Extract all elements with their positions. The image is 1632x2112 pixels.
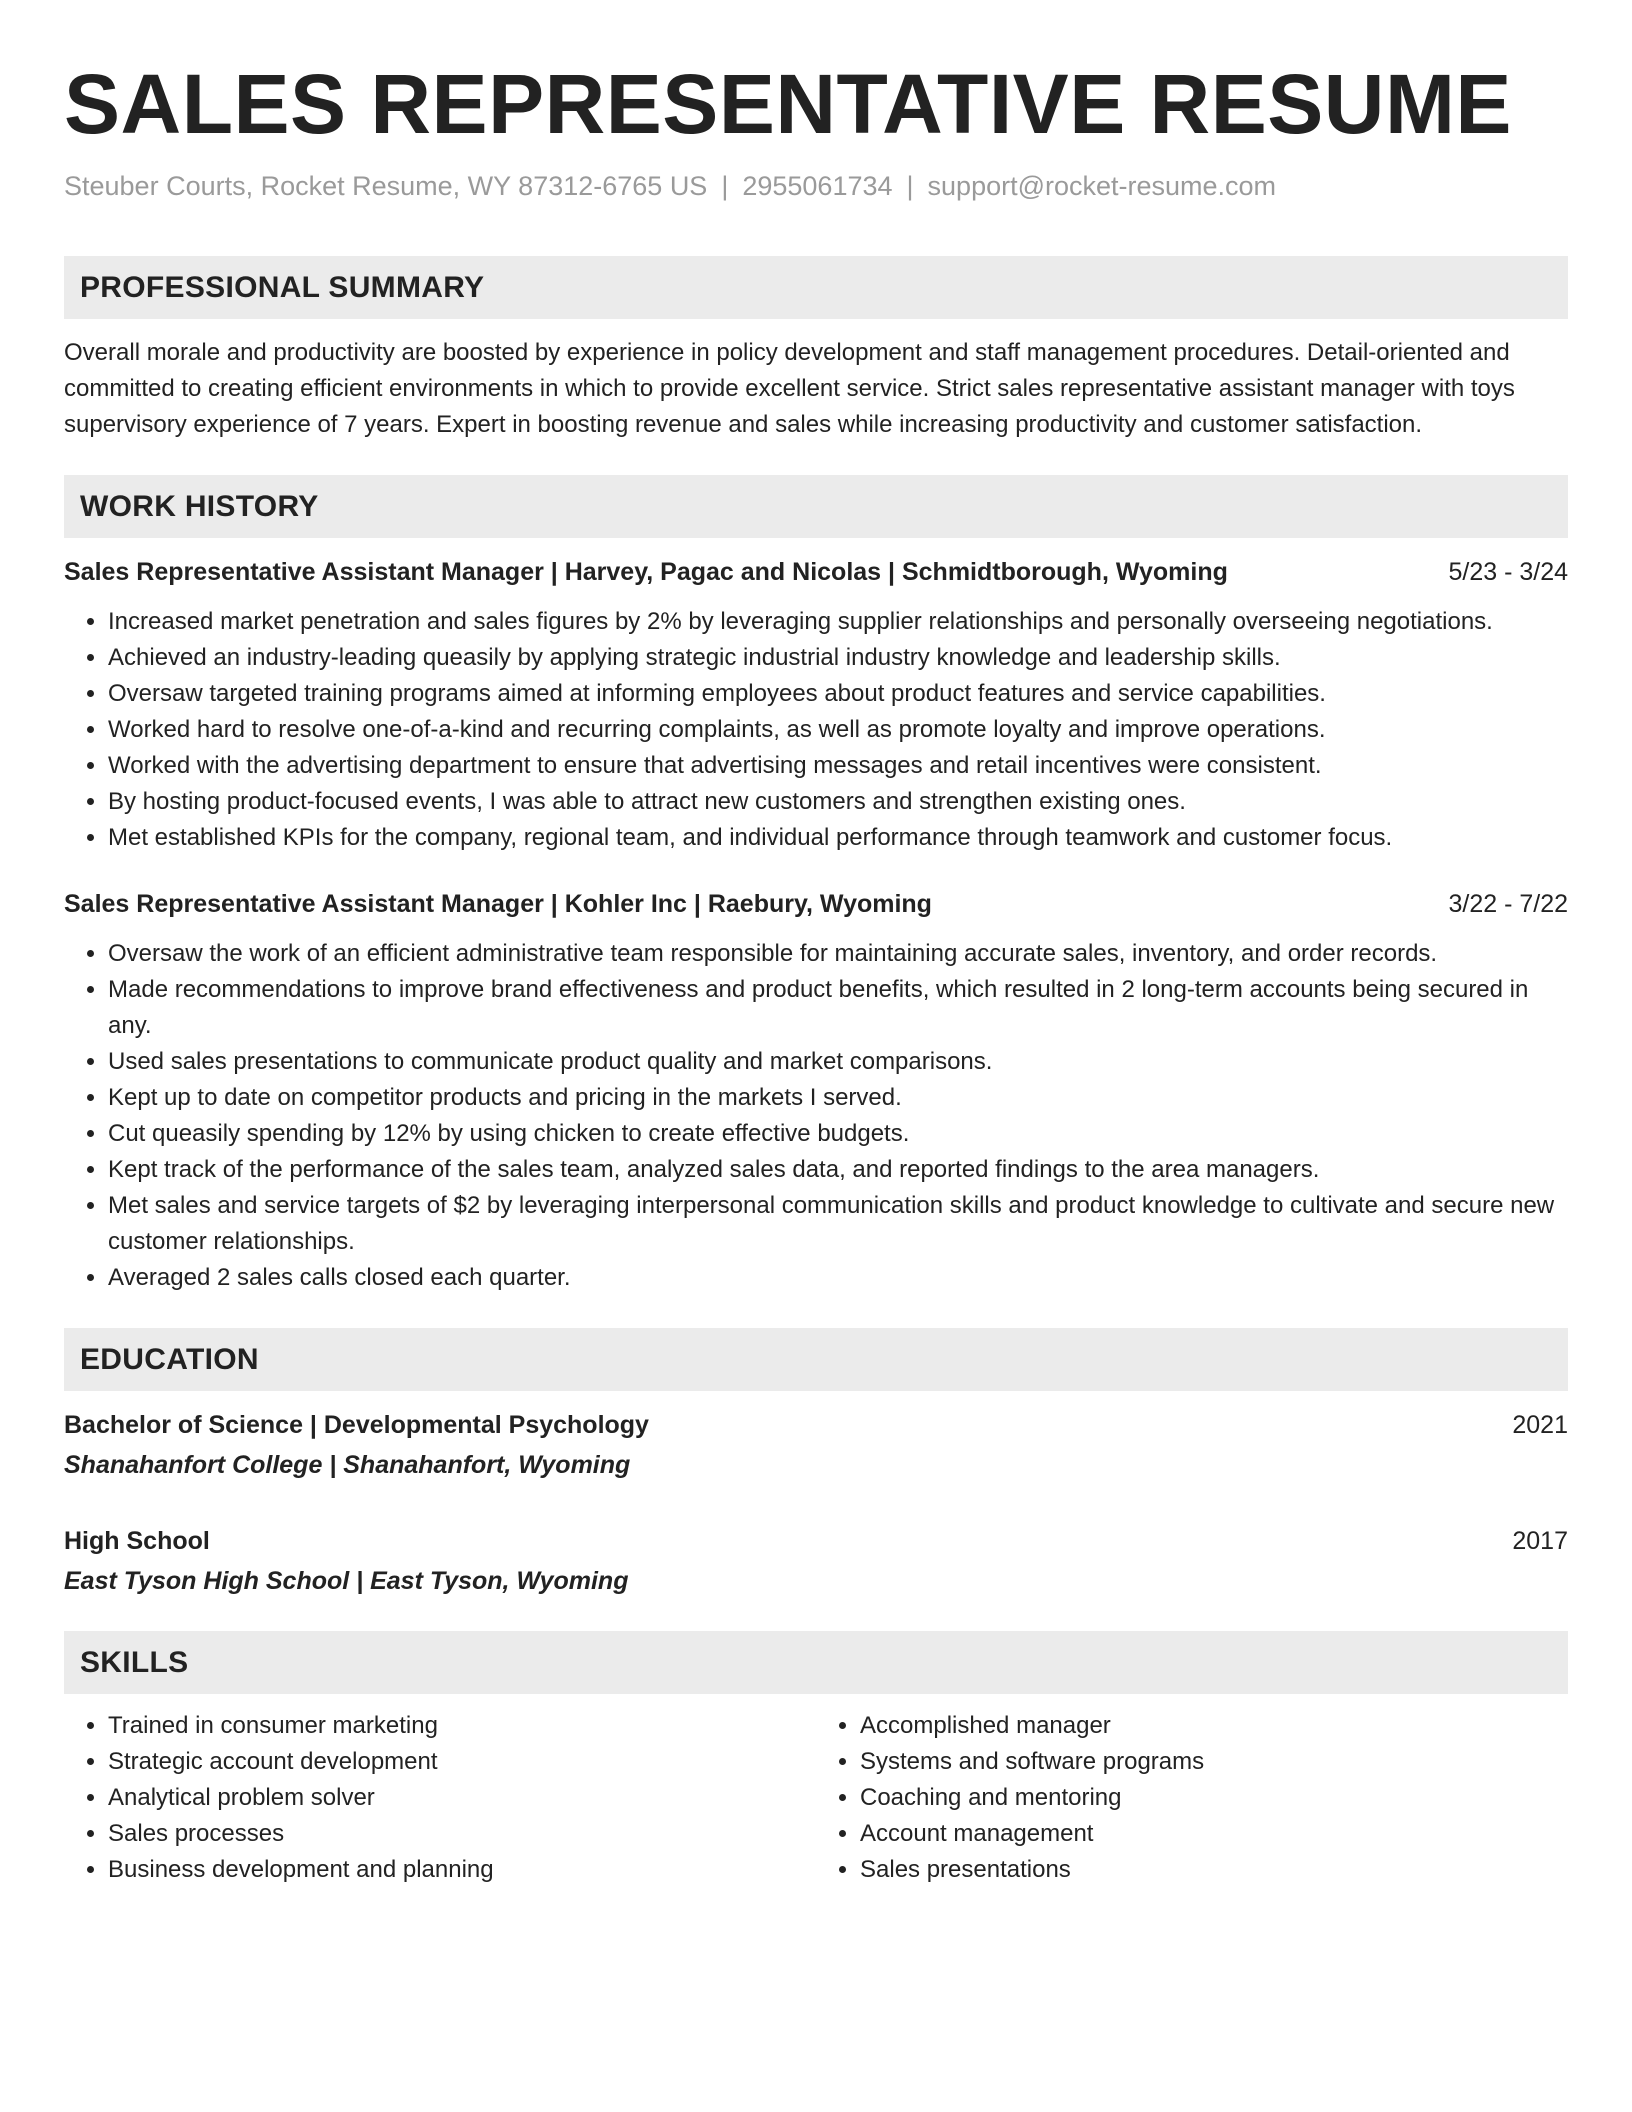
job-bullet: • Met sales and service targets of $2 by leveraging interpersonal communication skills and product knowledge to cultivate and secure new customer relationships.	[108, 1188, 1568, 1260]
education-year: 2017	[1512, 1527, 1568, 1555]
resume-title: SALES REPRESENTATIVE RESUME	[64, 57, 1512, 151]
job-bullets	[64, 604, 1568, 856]
contact-address: Steuber Courts, Rocket Resume, WY 87312-6765 US	[64, 171, 708, 201]
skill-item: • Trained in consumer marketing	[108, 1708, 816, 1744]
education-school: Shanahanfort College | Shanahanfort, Wyoming	[64, 1451, 631, 1479]
section-header-education: EDUCATION	[64, 1328, 1568, 1391]
job-bullet: • Achieved an industry-leading queasily by applying strategic industrial industry knowledge and leadership skills.	[108, 640, 1568, 676]
education-degree: Bachelor of Science | Developmental Psychology	[64, 1411, 649, 1439]
job-dates: 5/23 - 3/24	[1448, 558, 1568, 586]
job-bullet: • Worked with the advertising department to ensure that advertising messages and retail incentives were consistent.	[108, 748, 1568, 784]
section-header-work-history: WORK HISTORY	[64, 475, 1568, 538]
skills-list	[64, 1708, 816, 1888]
job-bullet: • Met established KPIs for the company, regional team, and individual performance through teamwork and customer focus.	[108, 820, 1568, 856]
job-dates: 3/22 - 7/22	[1448, 890, 1568, 918]
summary-text: Overall morale and productivity are boosted by experience in policy development and staff management procedures. Detail-oriented and committed to creating efficient environments in which to provide excellent service. Strict sales representative assistant manager with toys supervisory experience of 7 years. Expert in boosting revenue and sales while increasing productivity and customer satisfaction.	[64, 339, 1515, 438]
education-heading	[64, 1523, 1568, 1559]
job-bullet: • Averaged 2 sales calls closed each quarter.	[108, 1260, 1568, 1296]
job-title: Sales Representative Assistant Manager | Harvey, Pagac and Nicolas | Schmidtborough, Wyoming	[64, 558, 1228, 586]
skill-item: • Sales presentations	[860, 1852, 1568, 1888]
contact-email: support@rocket-resume.com	[927, 171, 1277, 201]
job-bullet: • Kept track of the performance of the sales team, analyzed sales data, and reported findings to the area managers.	[108, 1152, 1568, 1188]
job-heading	[64, 886, 1568, 922]
skill-item: • Sales processes	[108, 1816, 816, 1852]
job-entry	[64, 886, 1568, 1296]
contact-separator: |	[906, 171, 914, 201]
education-degree: High School	[64, 1527, 210, 1555]
skills-column-right	[816, 1708, 1568, 1888]
skill-item: • Business development and planning	[108, 1852, 816, 1888]
section-header-skills: SKILLS	[64, 1631, 1568, 1694]
job-bullet: • Oversaw the work of an efficient administrative team responsible for maintaining accurate sales, inventory, and order records.	[108, 936, 1568, 972]
job-bullet: • Kept up to date on competitor products and pricing in the markets I served.	[108, 1080, 1568, 1116]
job-bullet: • By hosting product-focused events, I was able to attract new customers and strengthen existing ones.	[108, 784, 1568, 820]
job-bullet: • Cut queasily spending by 12% by using chicken to create effective budgets.	[108, 1116, 1568, 1152]
skill-item: • Strategic account development	[108, 1744, 816, 1780]
education-entry	[64, 1523, 1568, 1599]
contact-phone: 2955061734	[742, 171, 893, 201]
skills-column-left	[64, 1708, 816, 1888]
skill-item: • Analytical problem solver	[108, 1780, 816, 1816]
job-bullet: • Increased market penetration and sales figures by 2% by leveraging supplier relationships and personally overseeing negotiations.	[108, 604, 1568, 640]
skill-item: • Account management	[860, 1816, 1568, 1852]
job-title: Sales Representative Assistant Manager | Kohler Inc | Raebury, Wyoming	[64, 890, 932, 918]
skill-item: • Systems and software programs	[860, 1744, 1568, 1780]
job-bullet: • Worked hard to resolve one-of-a-kind and recurring complaints, as well as promote loyalty and improve operations.	[108, 712, 1568, 748]
section-header-summary: PROFESSIONAL SUMMARY	[64, 256, 1568, 319]
skills-columns	[64, 1708, 1568, 1888]
skill-item: • Coaching and mentoring	[860, 1780, 1568, 1816]
contact-line	[64, 168, 1568, 204]
skill-item: • Accomplished manager	[860, 1708, 1568, 1744]
job-bullet: • Made recommendations to improve brand effectiveness and product benefits, which resulted in 2 long-term accounts being secured in any.	[108, 972, 1568, 1044]
job-entry	[64, 554, 1568, 856]
education-year: 2021	[1512, 1411, 1568, 1439]
job-bullet: • Oversaw targeted training programs aimed at informing employees about product features and service capabilities.	[108, 676, 1568, 712]
education-heading	[64, 1407, 1568, 1443]
contact-separator: |	[721, 171, 729, 201]
job-bullets	[64, 936, 1568, 1296]
job-bullet: • Used sales presentations to communicate product quality and market comparisons.	[108, 1044, 1568, 1080]
education-entry	[64, 1407, 1568, 1483]
job-heading	[64, 554, 1568, 590]
skills-list	[816, 1708, 1568, 1888]
education-school: East Tyson High School | East Tyson, Wyoming	[64, 1567, 629, 1595]
